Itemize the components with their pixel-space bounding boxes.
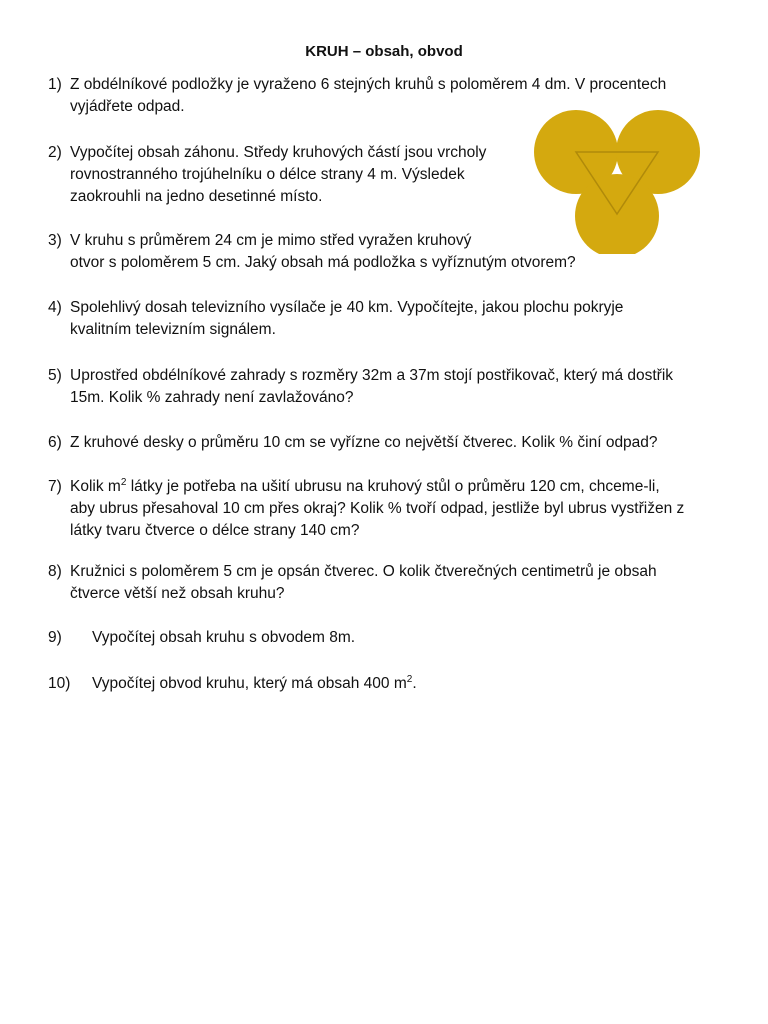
problem-text-line: Kružnici s poloměrem 5 cm je opsán čtverec. O kolik čtverečných centimetrů je obsah [70,563,657,580]
problem-number: 4) [48,299,62,316]
problem-text-line: Vypočítej obvod kruhu, který má obsah 400 $m^2$. [92,674,417,692]
problem-text-line: Uprostřed obdélníkové zahrady s rozměry 32m a 37m stojí postřikovač, který má dostřik [70,367,674,384]
problem-text-line: rovnostranného trojúhelníku o délce strany 4 m. Výsledek [70,166,465,183]
problem-9 [48,627,748,649]
problem-text-line: otvor s poloměrem 5 cm. Jaký obsah má podložka s vyříznutým otvorem? [70,254,576,271]
problem-8 [48,561,748,605]
problem-6 [48,432,748,454]
problem-text-line: 15m. Kolik % zahrady není zavlažováno? [70,389,354,406]
problem-text-line: Kolik $m^2$ látky je potřeba na ušití ubrusu na kruhový stůl o průměru 120 cm, chceme-li, [70,477,660,495]
problem-text-line: Z kruhové desky o průměru 10 cm se vyřízne co největší čtverec. Kolik % činí odpad? [70,434,658,451]
problem-text-line: zaokrouhli na jedno desetinné místo. [70,188,323,205]
problem-text-line: látky tvaru čtverce o délce strany 140 cm? [70,522,360,539]
problem-number: 9) [48,629,62,646]
problem-number: 6) [48,434,62,451]
problem-2 [48,142,528,208]
problem-10 [48,673,748,695]
problem-number: 2) [48,144,62,161]
problem-text-line: Z obdélníkové podložky je vyraženo 6 stejných kruhů s poloměrem 4 dm. V procentech [70,76,667,93]
problem-text-line: čtverce větší než obsah kruhu? [70,585,285,602]
problem-number: 5) [48,367,62,384]
problem-text-line: Vypočítej obsah kruhu s obvodem 8m. [92,629,356,646]
problem-text-line: aby ubrus přesahoval 10 cm přes okraj? Kolik % tvoří odpad, jestliže byl ubrus vystřižen z [70,500,685,517]
garden-bed-figure [532,108,702,254]
worksheet-title: KRUH – obsah, obvod [305,43,463,60]
problem-number: 10) [48,675,71,692]
problem-text-line: Spolehlivý dosah televizního vysílače je 40 km. Vypočítejte, jakou plochu pokryje [70,299,624,316]
superscript: 2 [120,477,127,488]
problem-text-line: V kruhu s průměrem 24 cm je mimo střed vyražen kruhový [70,232,472,249]
problem-7 [48,476,763,542]
problem-number: 1) [48,76,62,93]
problem-number: 7) [48,478,62,495]
problem-4 [48,297,748,341]
problem-5 [48,365,748,409]
problem-text-line: vyjádřete odpad. [70,98,185,115]
problem-number: 3) [48,232,62,249]
problem-number: 8) [48,563,62,580]
problem-text-line: Vypočítej obsah záhonu. Středy kruhových částí jsou vrcholy [70,144,487,161]
problem-text-line: kvalitním televizním signálem. [70,321,276,338]
superscript: 2 [406,674,413,685]
